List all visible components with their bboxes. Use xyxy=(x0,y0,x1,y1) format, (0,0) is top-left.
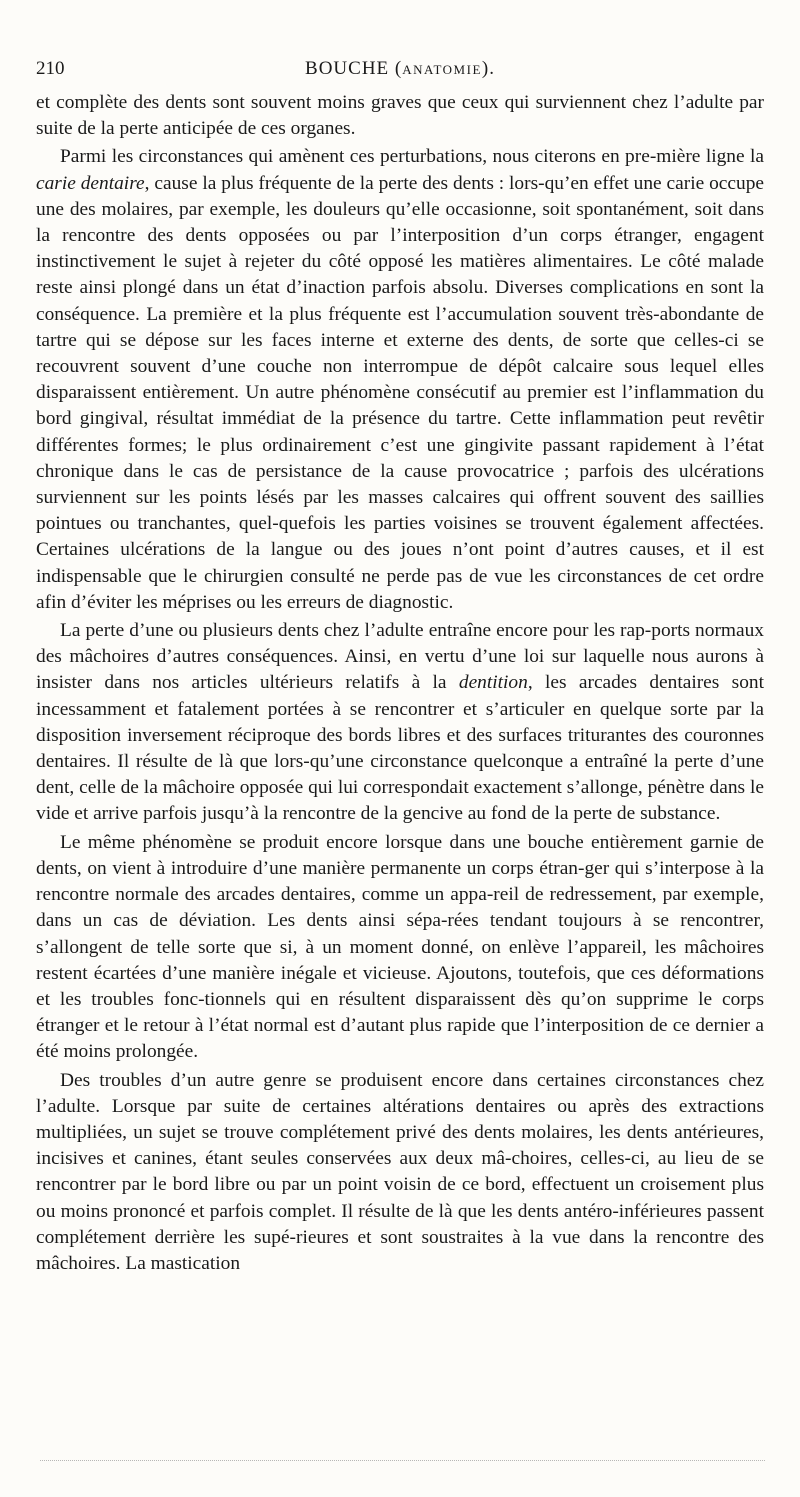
running-head xyxy=(36,58,764,80)
paragraph xyxy=(36,90,764,142)
paragraph-text: La perte d’une ou plusieurs dents chez l’adulte entraîne encore pour les rap-ports normaux des mâchoires d’autres conséquences. Ainsi, en vertu d’une loi sur laquelle nous aurons à insister dans nos articles ultérieurs relatifs à la xyxy=(36,620,764,694)
book-page xyxy=(36,58,764,1277)
running-head-close: ). xyxy=(481,58,495,79)
page-header xyxy=(36,58,764,86)
running-head-title: BOUCHE ( xyxy=(305,58,403,79)
paragraph-text: Le même phénomène se produit encore lorsque dans une bouche entièrement garnie de dents, on vient à introduire d’une manière permanente un corps étran-ger qui s’interpose à la rencontre normale des arcades dentaires, comme un appa-reil de redressement, par exemple, dans un cas de déviation. Les dents ainsi sépa-rées tendant toujours à se rencontrer, s’allongent de telle sorte que si, à un moment donné, on enlève l’appareil, les mâchoires restent écartées d’une manière inégale et vicieuse. Ajoutons, toutefois, que ces déformations et les troubles fonc-tionnels qui en résultent disparaissent dès qu’on supprime le corps étranger et le retour à l’état normal est d’autant plus rapide que l’interposition de ce dernier a été moins prolongée. xyxy=(36,831,764,1063)
paragraph xyxy=(36,618,764,828)
paragraph-text: et complète des dents sont souvent moins graves que ceux qui surviennent chez l’adulte par suite de la perte anticipée de ces organes. xyxy=(36,92,764,140)
paragraph xyxy=(36,1068,764,1278)
paragraph-text: Des troubles d’un autre genre se produisent encore dans certaines circonstances chez l’adulte. Lorsque par suite de certaines altérations dentaires ou après des extractions multipliées, un sujet se trouve complétement privé des dents molaires, les dents antérieures, incisives et canines, étant seules conservées aux deux mâ-choires, celles-ci, au lieu de se rencontrer par le bord libre ou par un point voisin de ce bord, effectuent un croisement plus ou moins prononcé et parfois complet. Il résulte de là que les dents antéro-inférieures passent complétement derrière les supé-rieures et sont soustraites à la vue dans la rencontre des mâchoires. La mastication xyxy=(36,1069,764,1274)
paragraph-text: , les arcades dentaires sont incessamment et fatalement portées à se rencontrer et s’articuler en quelque sorte par la disposition inversement réciproque des bords libres et des surfaces triturantes des couronnes dentaires. Il résulte de là que lors-qu’une circonstance quelconque a entraîné la perte d’une dent, celle de la mâchoire opposée qui lui correspondait exactement s’allonge, pénètre dans le vide et arrive parfois jusqu’à la rencontre de la gencive au fond de la perte de substance. xyxy=(36,672,765,825)
footer-rule xyxy=(40,1460,765,1461)
page-number: 210 xyxy=(36,58,65,79)
paragraph xyxy=(36,830,764,1066)
paragraph-text: Parmi les circonstances qui amènent ces perturbations, nous citerons en pre-mière ligne la xyxy=(60,146,764,168)
body-text xyxy=(36,90,764,1277)
italic-term: carie dentaire xyxy=(36,172,145,194)
italic-term: dentition xyxy=(458,672,528,694)
running-head-subtitle: ANATOMIE xyxy=(402,62,482,77)
paragraph xyxy=(36,144,764,616)
paragraph-text: , cause la plus fréquente de la perte des dents : lors-qu’en effet une carie occupe une des molaires, par exemple, les douleurs qu’elle occasionne, soit spontanément, soit dans la rencontre des dents opposées ou par l’interposition d’un corps étranger, engagent instinctivement le sujet à rejeter du côté opposé les matières alimentaires. Le côté malade reste ainsi plongé dans un état d’inaction parfois absolu. Diverses complications en sont la conséquence. La première et la plus fréquente est l’accumulation souvent très-abondante de tartre qui se dépose sur les faces interne et externe des dents, de sorte que celles-ci se recouvrent souvent d’une couche non interrompue de dépôt calcaire sous lequel elles disparaissent entièrement. Un autre phénomène consécutif au premier est l’inflammation du bord gingival, résultat immédiat de la présence du tartre. Cette inflammation peut revêtir différentes formes; le plus ordinairement c’est une gingivite passant rapidement à l’état chronique dans le cas de persistance de la cause provocatrice ; parfois des ulcérations surviennent sur les points lésés par les masses calcaires qui offrent souvent des saillies pointues ou tranchantes, quel-quefois les parties voisines se trouvent également affectées. Certaines ulcérations de la langue ou des joues n’ont point d’autres causes, et il est indispensable que le chirurgien consulté ne perde pas de vue les circonstances de cet ordre afin d’éviter les méprises ou les erreurs de diagnostic. xyxy=(36,172,764,613)
